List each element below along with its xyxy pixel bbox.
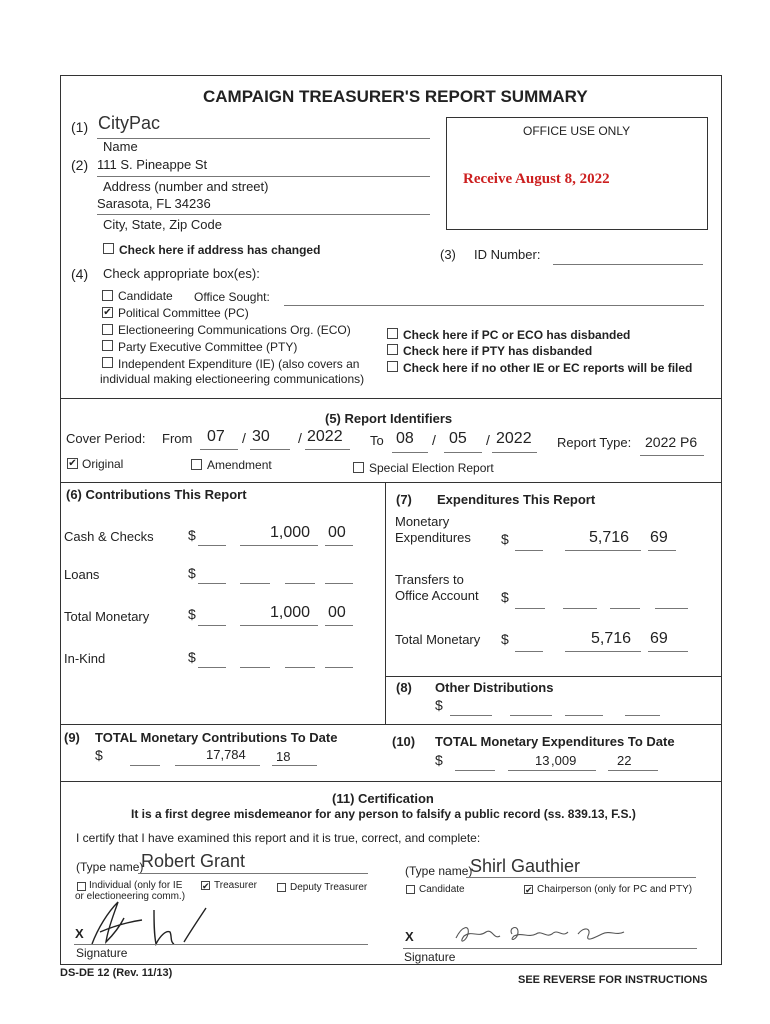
transfers-line-3 (610, 608, 640, 609)
disband-pc-label: Check here if PC or ECO has disbanded (403, 328, 631, 342)
report-type-value: 2022 P6 (645, 434, 698, 450)
cash-line-3 (325, 545, 353, 546)
report-heading: (5) Report Identifiers (325, 411, 453, 426)
city-underline (97, 214, 430, 215)
from-month: 07 (207, 428, 225, 445)
cash-line-1 (198, 545, 226, 546)
right-typed-name: Shirl Gauthier (470, 856, 581, 876)
disband-pty-label: Check here if PTY has disbanded (403, 344, 593, 358)
treasurer-signature (84, 898, 224, 950)
cash-dollars: 1,000 (270, 524, 311, 541)
pc-checkbox[interactable]: ✔ (103, 307, 112, 318)
total-expend-to-date-line-2 (508, 770, 596, 771)
other-line-4 (625, 715, 660, 716)
other-line-2 (510, 715, 552, 716)
office-sought-underline (284, 305, 704, 306)
from-year-line (305, 449, 350, 450)
total-expend-cents: 69 (650, 630, 668, 647)
address-city: Sarasota, FL 34236 (97, 196, 211, 211)
from-year: 2022 (307, 428, 343, 445)
cash-line-2 (240, 545, 318, 546)
id-number-underline (553, 264, 703, 265)
to-slash-1: / (432, 432, 436, 448)
cover-period-label: Cover Period: (66, 431, 146, 446)
address-changed-checkbox[interactable] (103, 243, 114, 254)
divider-contrib (60, 482, 722, 483)
left-name-underline (138, 873, 368, 874)
inkind-line-4 (325, 667, 353, 668)
eco-label: Electioneering Communications Org. (ECO) (118, 323, 351, 337)
right-signature-x: X (405, 929, 414, 944)
right-name-underline (466, 877, 696, 878)
total-expend-to-date-thousands: 13 (535, 753, 550, 768)
cert-statement: I certify that I have examined this report and it is true, correct, and complete: (76, 831, 481, 845)
total-contrib-line-3 (325, 625, 353, 626)
loans-line-4 (325, 583, 353, 584)
address-street: 111 S. Pineappe St (97, 157, 208, 172)
divider-cert (60, 781, 722, 782)
total-contrib-cents: 00 (328, 604, 346, 621)
name-num: (1) (71, 119, 89, 135)
from-day: 30 (252, 428, 270, 445)
address-changed-label: Check here if address has changed (119, 243, 321, 257)
report-type-label: Report Type: (557, 435, 632, 450)
amendment-checkbox[interactable] (191, 459, 202, 470)
special-label: Special Election Report (369, 461, 494, 475)
total-contrib-to-date-line-3 (272, 765, 317, 766)
other-line-1 (450, 715, 492, 716)
transfers-label: Transfers to (395, 572, 464, 587)
cash-dollar-sign: $ (188, 527, 196, 543)
original-checkbox[interactable]: ✔ (68, 458, 77, 469)
divider-report (60, 398, 722, 399)
from-slash-2: / (298, 430, 302, 446)
to-year-line (492, 452, 537, 453)
eco-checkbox[interactable] (102, 324, 113, 335)
monetary-label: Monetary (395, 514, 450, 529)
name-label: Name (103, 139, 138, 154)
divider-other (385, 676, 722, 677)
monetary-label-2: Expenditures (395, 530, 471, 545)
loans-label: Loans (64, 567, 100, 582)
right-type-name-label: (Type name) (405, 864, 473, 878)
id-number-num: (3) (440, 247, 456, 262)
name-underline (97, 138, 430, 139)
transfers-label-2: Office Account (395, 588, 479, 603)
to-label: To (370, 433, 384, 448)
office-use-label: OFFICE USE ONLY (523, 124, 631, 138)
total-contrib-line-2 (240, 625, 318, 626)
expend-num: (7) (396, 492, 412, 507)
monetary-line-3 (648, 550, 676, 551)
total-expend-num: (10) (392, 734, 416, 749)
chair-checkbox[interactable]: ✔ (525, 885, 533, 895)
transfers-line-2 (563, 608, 597, 609)
monetary-dollar-sign: $ (501, 531, 509, 547)
boxes-label: Check appropriate box(es): (103, 266, 260, 281)
other-num: (8) (396, 680, 412, 695)
individual-label: Individual (only for IE (89, 880, 183, 891)
chair-label: Chairperson (only for PC and PTY) (537, 884, 693, 895)
total-contrib-to-date-label: TOTAL Monetary Contributions To Date (95, 730, 338, 745)
contrib-heading: (6) Contributions This Report (66, 487, 247, 502)
loans-dollar-sign: $ (188, 565, 196, 581)
address-num: (2) (71, 157, 89, 173)
inkind-line-2 (240, 667, 270, 668)
loans-line-2 (240, 583, 270, 584)
to-day: 05 (449, 430, 467, 447)
total-expend-to-date-rest: ,009 (551, 753, 577, 768)
cash-cents: 00 (328, 524, 346, 541)
total-contrib-to-date-dollar: $ (95, 747, 103, 763)
total-expend-to-date-dollar: $ (435, 752, 443, 768)
left-signature-label: Signature (76, 946, 128, 960)
monetary-line-1 (515, 550, 543, 551)
id-number-label: ID Number: (474, 247, 541, 262)
total-expend-to-date-line-1 (455, 770, 495, 771)
deputy-checkbox[interactable] (277, 883, 286, 892)
total-expend-line-2 (565, 651, 641, 652)
total-contrib-to-date-cents: 18 (276, 749, 291, 764)
boxes-num: (4) (71, 266, 89, 282)
right-signature-label: Signature (404, 950, 456, 964)
candidate-cert-checkbox[interactable] (406, 885, 415, 894)
from-month-line (200, 449, 238, 450)
monetary-line-2 (565, 550, 641, 551)
total-contrib-to-date-line-2 (175, 765, 260, 766)
total-expend-dollars: 5,716 (591, 630, 632, 647)
received-stamp: Receive August 8, 2022 (463, 171, 610, 187)
reverse-note: SEE REVERSE FOR INSTRUCTIONS (518, 974, 708, 986)
divider-center (385, 482, 386, 724)
report-type-line (640, 455, 704, 456)
disband-pty-checkbox[interactable] (387, 344, 398, 355)
chairperson-signature (452, 918, 632, 950)
expend-heading: Expenditures This Report (437, 492, 596, 507)
right-signature-line (403, 948, 697, 949)
divider-totals (60, 724, 722, 725)
pc-label: Political Committee (PC) (118, 306, 249, 320)
monetary-cents: 69 (650, 529, 668, 546)
ie-checkbox[interactable] (102, 357, 113, 368)
pty-checkbox[interactable] (102, 340, 113, 351)
total-contrib-dollar-sign: $ (188, 606, 196, 622)
inkind-label: In-Kind (64, 651, 106, 666)
candidate-cert-label: Candidate (419, 884, 465, 895)
total-contrib-to-date-dollars: 17,784 (206, 747, 246, 762)
ie-label-cont: individual making electioneering communications) (100, 372, 365, 386)
transfers-line-4 (655, 608, 688, 609)
total-contrib-num: (9) (64, 730, 80, 745)
cert-warning: It is a first degree misdemeanor for any person to falsify a public record (ss. 839.13, F.S.) (131, 807, 636, 821)
candidate-checkbox[interactable] (102, 290, 113, 301)
candidate-label: Candidate (118, 289, 173, 303)
total-monetary-expend-label: Total Monetary (395, 632, 481, 647)
inkind-dollar-sign: $ (188, 649, 196, 665)
left-typed-name: Robert Grant (141, 851, 246, 871)
street-underline (97, 176, 430, 177)
amendment-label: Amendment (207, 458, 272, 472)
total-expend-to-date-cents: 22 (617, 753, 632, 768)
disband-pc-checkbox[interactable] (387, 328, 398, 339)
left-type-name-label: (Type name) (76, 860, 144, 874)
transfers-dollar-sign: $ (501, 589, 509, 605)
form-title: CAMPAIGN TREASURER'S REPORT SUMMARY (203, 87, 588, 106)
total-contrib-to-date-line-1 (130, 765, 160, 766)
no-other-label: Check here if no other IE or EC reports will be filed (403, 361, 693, 375)
to-year: 2022 (496, 430, 532, 447)
loans-line-1 (198, 583, 226, 584)
total-contrib-line-1 (198, 625, 226, 626)
inkind-line-3 (285, 667, 315, 668)
other-line-3 (565, 715, 603, 716)
total-monetary-contrib-label: Total Monetary (64, 609, 150, 624)
other-label: Other Distributions (435, 680, 554, 695)
pty-label: Party Executive Committee (PTY) (118, 340, 298, 354)
from-slash-1: / (242, 430, 246, 446)
individual-checkbox[interactable] (77, 882, 86, 891)
treasurer-label: Treasurer (214, 880, 257, 891)
to-month: 08 (396, 430, 414, 447)
total-expend-to-date-label: TOTAL Monetary Expenditures To Date (435, 734, 675, 749)
total-expend-line-3 (648, 651, 688, 652)
other-dollar-sign: $ (435, 697, 443, 713)
from-label: From (162, 431, 193, 446)
special-checkbox[interactable] (353, 462, 364, 473)
office-sought-label: Office Sought: (194, 290, 270, 304)
cash-label: Cash & Checks (64, 529, 154, 544)
no-other-checkbox[interactable] (387, 361, 398, 372)
left-signature-line (74, 944, 368, 945)
cert-heading: (11) Certification (332, 791, 434, 806)
monetary-dollars: 5,716 (589, 529, 630, 546)
to-day-line (444, 452, 482, 453)
total-contrib-dollars: 1,000 (270, 604, 311, 621)
treasurer-checkbox[interactable]: ✔ (202, 881, 210, 891)
address-street-label: Address (number and street) (103, 179, 269, 194)
loans-line-3 (285, 583, 315, 584)
name-value: CityPac (98, 113, 161, 133)
left-signature-x: X (75, 926, 84, 941)
individual-label-cont: or electioneering comm.) (75, 891, 186, 902)
form-number: DS-DE 12 (Rev. 11/13) (60, 967, 173, 979)
ie-label: Independent Expenditure (IE) (also covers an (118, 357, 360, 371)
deputy-label: Deputy Treasurer (290, 882, 368, 893)
original-label: Original (82, 457, 124, 471)
inkind-line-1 (198, 667, 226, 668)
to-slash-2: / (486, 432, 490, 448)
total-expend-line-1 (515, 651, 543, 652)
address-city-label: City, State, Zip Code (103, 217, 222, 232)
from-day-line (250, 449, 290, 450)
to-month-line (392, 452, 428, 453)
total-expend-to-date-line-3 (608, 770, 658, 771)
total-expend-dollar-sign: $ (501, 631, 509, 647)
transfers-line-1 (515, 608, 545, 609)
